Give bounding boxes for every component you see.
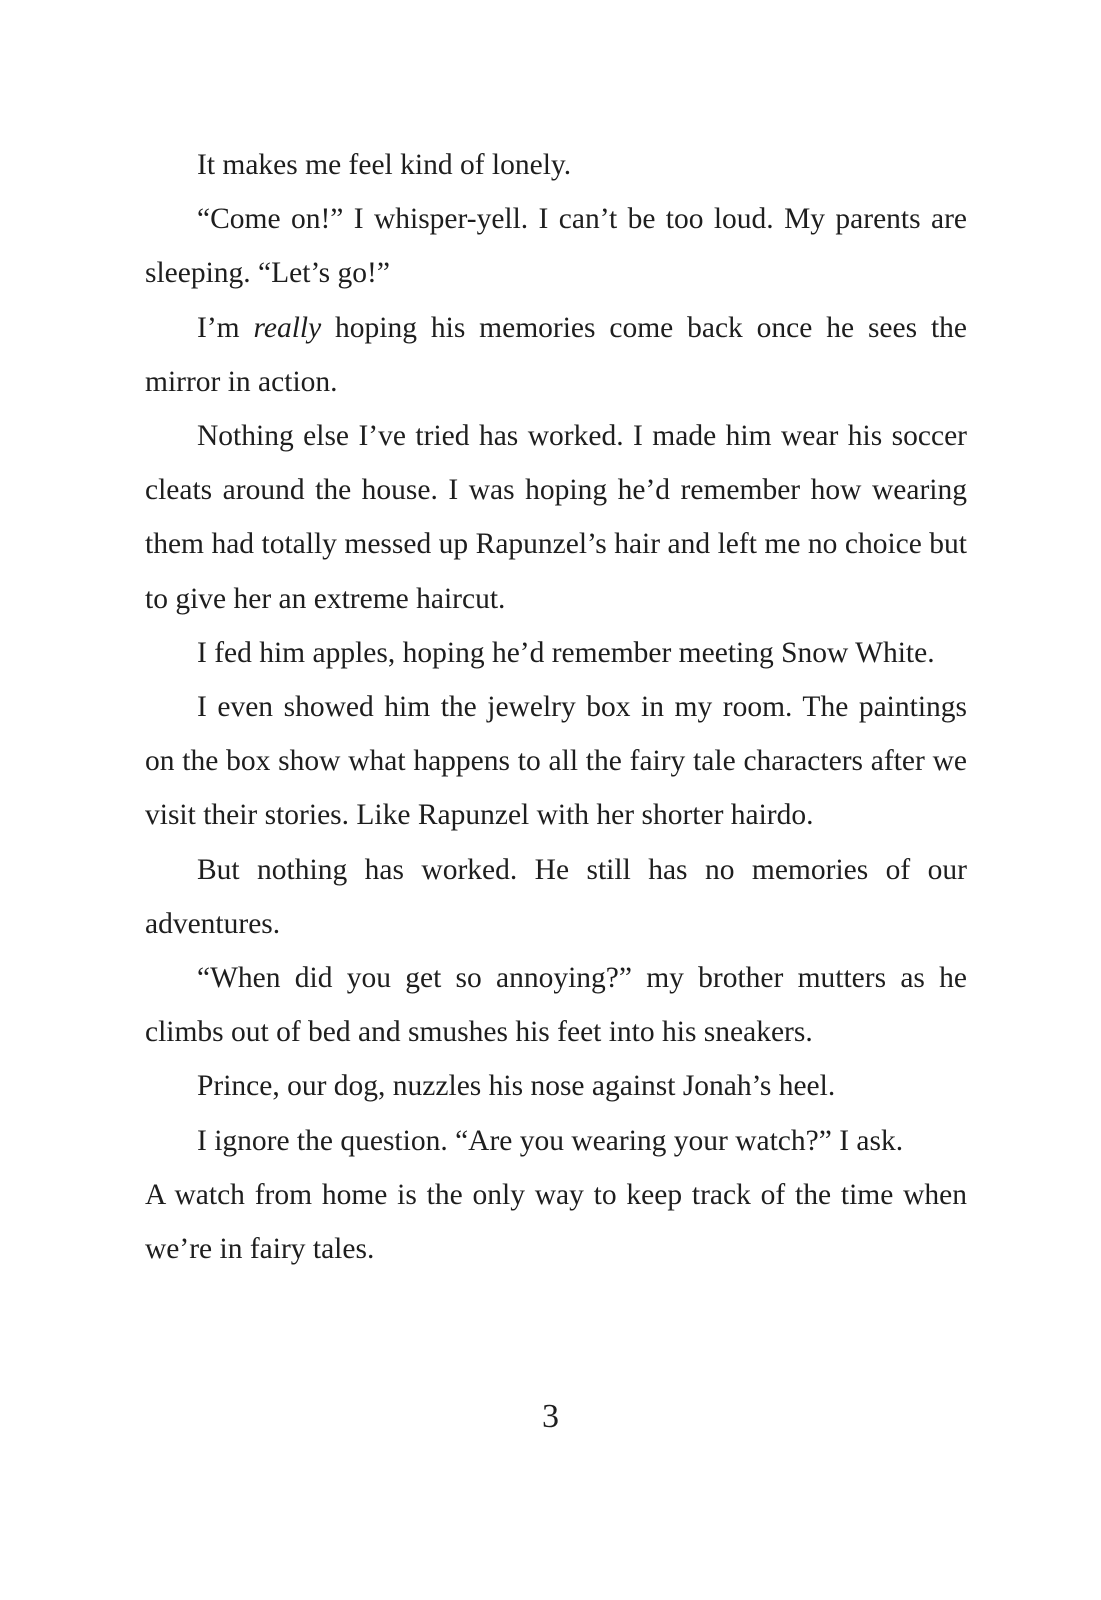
paragraph: “When did you get so annoying?” my brother mutters as he climbs out of bed and smushes his feet into his sneakers.	[145, 962, 967, 1049]
paragraph	[145, 301, 967, 409]
paragraph: Prince, our dog, nuzzles his nose against Jonah’s heel.	[197, 1070, 836, 1103]
body-text	[145, 138, 967, 1276]
paragraph: I fed him apples, hoping he’d remember meeting Snow White.	[197, 636, 935, 669]
paragraph: “Come on!” I whisper-yell. I can’t be too loud. My parents are sleeping. “Let’s go!”	[145, 203, 967, 290]
paragraph: I even showed him the jewelry box in my room. The paintings on the box show what happens to all the fairy tale characters after we visit their stories. Like Rapunzel with her shorter hairdo.	[145, 691, 967, 832]
emphasized-word: really	[253, 311, 322, 344]
paragraph: I ignore the question. “Are you wearing your watch?” I ask.	[197, 1124, 904, 1157]
paragraph-text: hoping his memories come back once he sees the mirror in action.	[145, 311, 967, 398]
paragraph: But nothing has worked. He still has no memories of our adventures.	[145, 853, 967, 940]
page-number: 3	[542, 1398, 559, 1435]
paragraph: It makes me feel kind of lonely.	[197, 149, 572, 181]
paragraph: A watch from home is the only way to keep track of the time when we’re in fairy tales.	[145, 1178, 967, 1266]
paragraph-text: I’m	[197, 311, 254, 344]
paragraph: Nothing else I’ve tried has worked. I made him wear his soccer cleats around the house. I was hoping he’d remember how wearing them had totally messed up Rapunzel’s hair and left me no choice but to give her an extreme haircut.	[145, 420, 967, 615]
